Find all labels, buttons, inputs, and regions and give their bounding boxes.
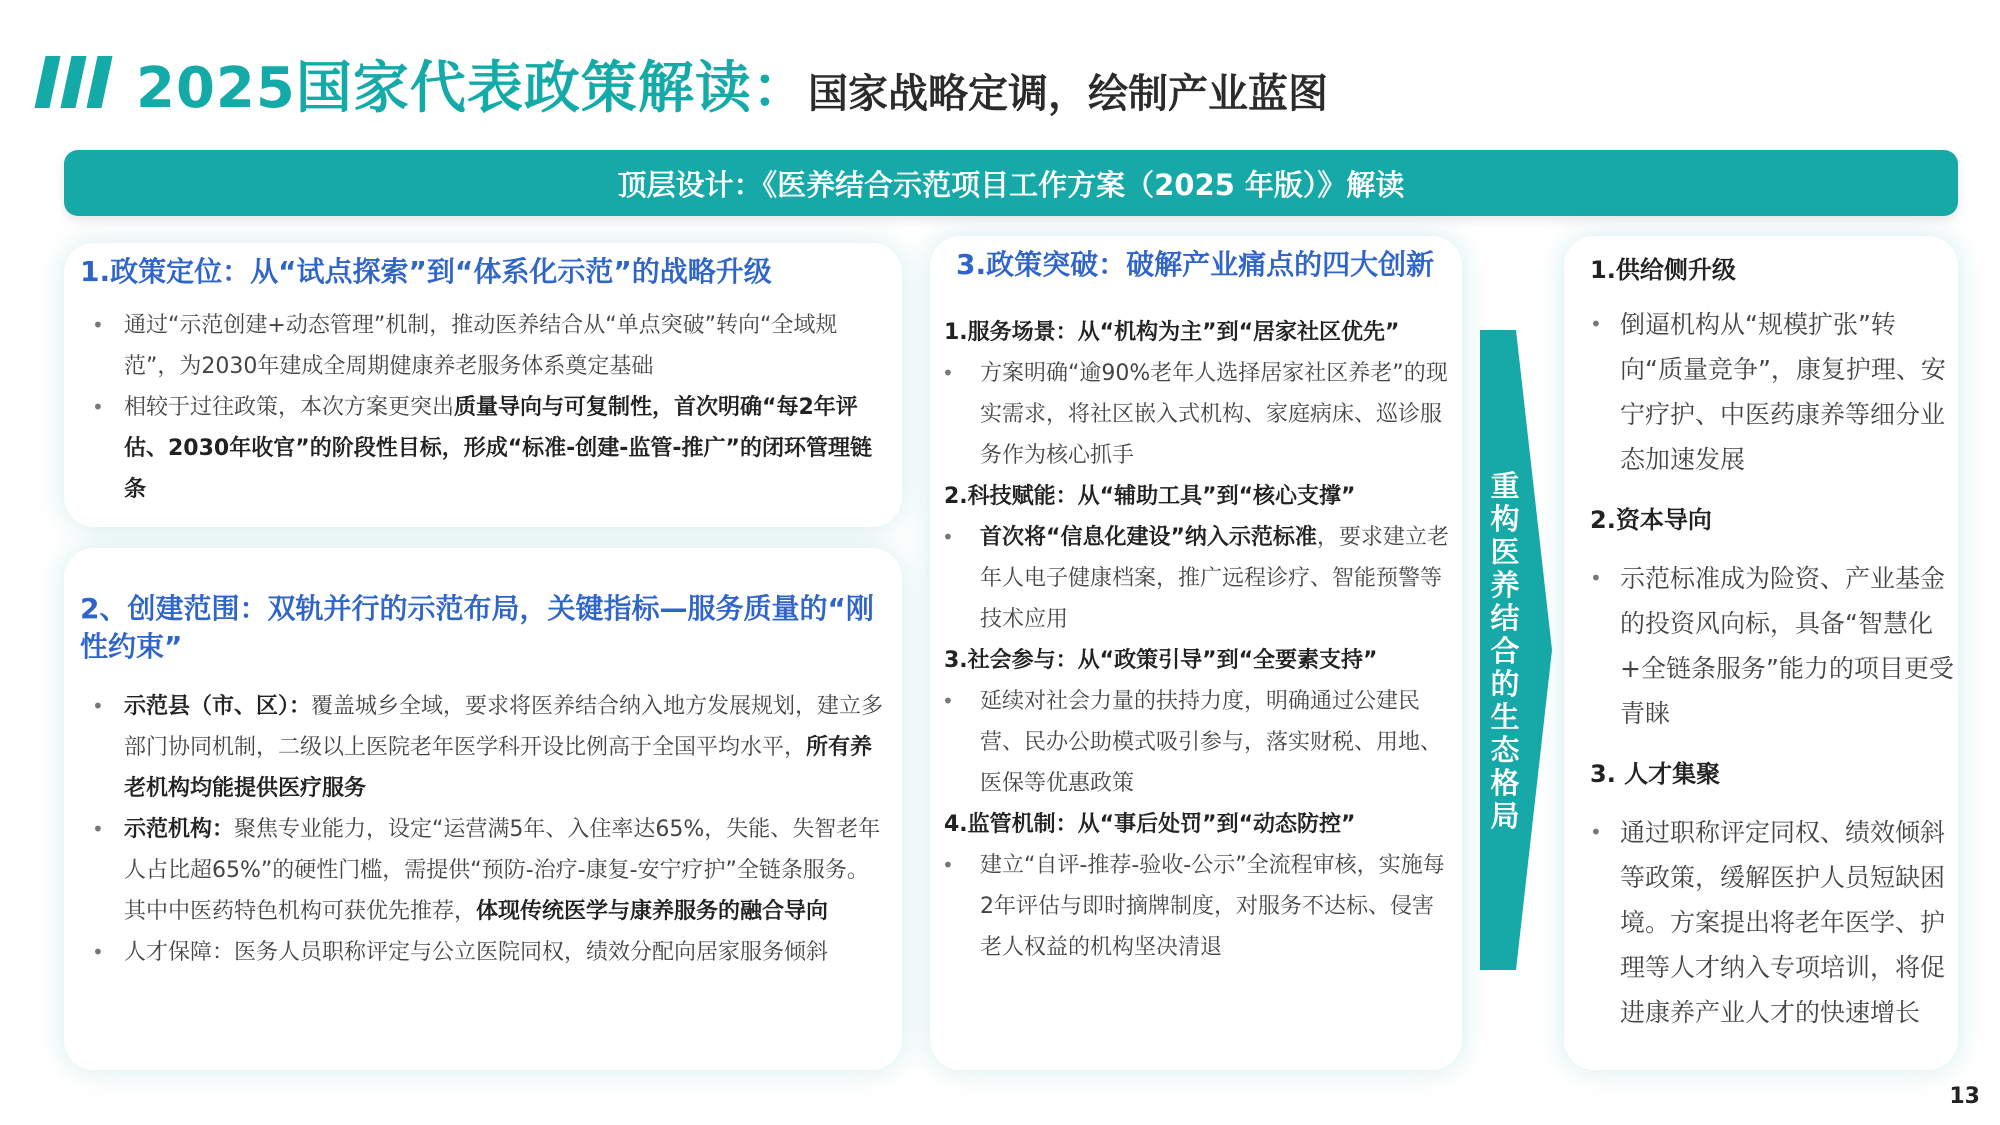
- title-bars-icon: [40, 56, 112, 108]
- card4-sections: [1564, 248, 1954, 1035]
- section-heading: 3. 人才集聚: [1590, 760, 1721, 788]
- list-item: • 首次将“信息化建设”纳入示范标准，要求建立老年人电子健康档案，推广远程诊疗、智能预警等技术应用: [930, 517, 1452, 640]
- section-list: [930, 353, 1452, 476]
- card1-title: 1.政策定位：从“试点探索”到“体系化示范”的战略升级: [80, 255, 772, 288]
- card2-title: 2、创建范围：双轨并行的示范布局，关键指标—服务质量的“刚性约束”: [80, 592, 874, 663]
- card-creation-scope: [64, 548, 902, 1070]
- list-item: • 示范机构：聚焦专业能力，设定“运营满5年、入住率达65%，失能、失智老年人占比超65%”的硬性门槛，需提供“预防-治疗-康复-安宁疗护”全链条服务。其中中医药特色机构可获优先推荐，体现传统医学与康养服务的融合导向: [80, 809, 890, 932]
- page-subtitle: 国家战略定调，绘制产业蓝图: [808, 71, 1328, 117]
- page-number: 13: [1949, 1084, 1980, 1109]
- section-list: [1564, 810, 1954, 1035]
- list-item: • 通过职称评定同权、绩效倾斜等政策，缓解医护人员短缺困境。方案提出将老年医学、护理等人才纳入专项培训，将促进康养产业人才的快速增长: [1564, 810, 1954, 1035]
- card-policy-positioning: [64, 243, 902, 527]
- list-item: • 人才保障：医务人员职称评定与公立医院同权，绩效分配向居家服务倾斜: [80, 932, 890, 973]
- card1-list: [80, 305, 890, 510]
- top-banner: [64, 150, 1958, 216]
- card3-sections: [930, 312, 1452, 968]
- list-item: • 方案明确“逾90%老年人选择居家社区养老”的现实需求，将社区嵌入式机构、家庭病床、巡诊服务作为核心抓手: [930, 353, 1452, 476]
- section-heading: 2.资本导向: [1590, 506, 1712, 534]
- list-item: • 延续对社会力量的扶持力度，明确通过公建民营、民办公助模式吸引参与，落实财税、用地、医保等优惠政策: [930, 681, 1452, 804]
- section-list: [930, 845, 1452, 968]
- card3-title: 3.政策突破：破解产业痛点的四大创新: [956, 248, 1435, 281]
- section-heading: 2.科技赋能：从“辅助工具”到“核心支撑”: [944, 484, 1356, 509]
- section-heading: 4.监管机制：从“事后处罚”到“动态防控”: [944, 812, 1356, 837]
- banner-text: 顶层设计：《医养结合示范项目工作方案（2025 年版）》解读: [617, 167, 1405, 202]
- section-list: [930, 681, 1452, 804]
- list-item: • 示范标准成为险资、产业基金的投资风向标，具备“智慧化+全链条服务”能力的项目更受青睐: [1564, 556, 1954, 736]
- list-item: • 建立“自评-推荐-验收-公示”全流程审核，实施每2年评估与即时摘牌制度，对服务不达标、侵害老人权益的机构坚决清退: [930, 845, 1452, 968]
- list-item: • 倒逼机构从“规模扩张”转向“质量竞争”，康复护理、安宁疗护、中医药康养等细分业态加速发展: [1564, 302, 1954, 482]
- section-heading: 1.服务场景：从“机构为主”到“居家社区优先”: [944, 320, 1400, 345]
- section-heading: 1.供给侧升级: [1590, 256, 1736, 284]
- card-policy-breakthrough: [930, 236, 1462, 1070]
- list-item: • 通过“示范创建+动态管理”机制，推动医养结合从“单点突破”转向“全域规范”，为2030年建成全周期健康养老服务体系奠定基础: [80, 305, 890, 387]
- section-list: [1564, 302, 1954, 482]
- list-item: • 相较于过往政策，本次方案更突出质量导向与可复制性，首次明确“每2年评估、2030年收官”的阶段性目标，形成“标准-创建-监管-推广”的闭环管理链条: [80, 387, 890, 510]
- arrow-label: 重构医养结合的生态格局: [1490, 469, 1520, 833]
- section-heading: 3.社会参与：从“政策引导”到“全要素支持”: [944, 648, 1378, 673]
- section-list: [1564, 556, 1954, 736]
- page-title: 2025国家代表政策解读：: [136, 56, 809, 121]
- card-impact: [1564, 236, 1958, 1070]
- section-list: [930, 517, 1452, 640]
- list-item: • 示范县（市、区）：覆盖城乡全域，要求将医养结合纳入地方发展规划，建立多部门协同机制，二级以上医院老年医学科开设比例高于全国平均水平，所有养老机构均能提供医疗服务: [80, 686, 890, 809]
- card2-list: [80, 686, 890, 973]
